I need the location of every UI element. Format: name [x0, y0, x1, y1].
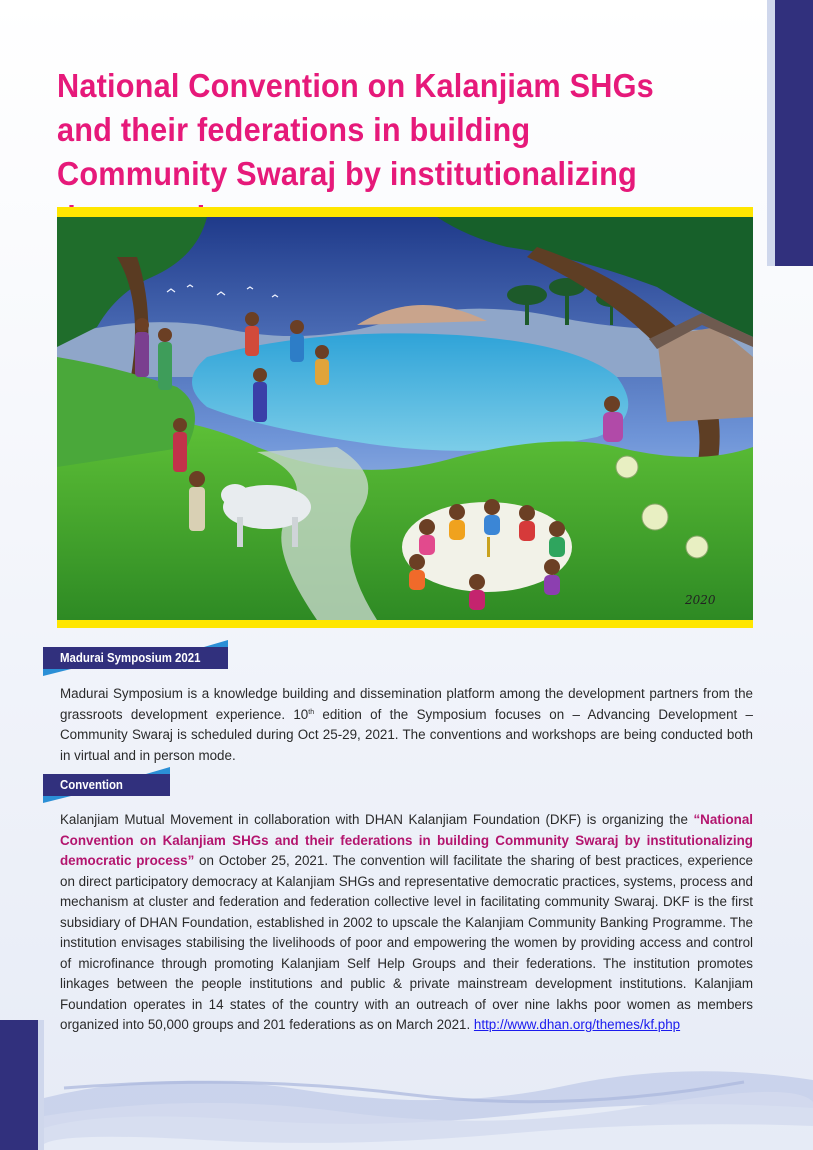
convention-title-highlight: “National Convention on Kalanjiam SHGs and their federations in building Community Swaraj by institutionalizing democratic process” [60, 812, 753, 868]
artist-signature: 2020 [685, 593, 716, 607]
page-title: National Convention on Kalanjiam SHGs and their federations in building Community Swaraj by institutionalizing [57, 67, 654, 192]
illustration-frame [57, 207, 753, 628]
left-edge-accent [38, 1020, 44, 1150]
section-tab-convention [43, 774, 170, 796]
section-heading: Madurai Symposium 2021 [60, 650, 201, 665]
right-edge-bar [775, 0, 813, 266]
section-tab-madurai-symposium [43, 647, 228, 669]
symposium-paragraph [60, 684, 753, 766]
right-edge-accent [767, 0, 775, 266]
paragraph-text: Kalanjiam Mutual Movement in collaboration with DHAN Kalanjiam Foundation (DKF) is organizing the [60, 812, 694, 827]
village-illustration [57, 217, 753, 620]
section-tab-accent [146, 767, 170, 774]
ordinal-suffix: th [308, 708, 315, 716]
left-edge-bar [0, 1020, 38, 1150]
convention-paragraph [60, 810, 753, 1036]
section-tab-accent [43, 669, 71, 676]
section-tab-accent [43, 796, 71, 803]
paragraph-text: Madurai Symposium is a knowledge building and dissemination platform among the development partners from the grassroots development experience. 10 [60, 686, 753, 722]
paragraph-text: on October 25, 2021. The convention will facilitate the sharing of best practices, experience on direct participatory democracy at Kalanjiam SHGs and representative democratic practices, systems, process and mechanism at cluster and federation and federation collective level in facilitating community Swaraj. DKF is the first subsidiary of DHAN Foundation, established in 2002 to upscale the Kalanjiam Community Banking Programme. The institution envisages stabilising the livelihoods of poor and empowering the women by providing access and control of microfinance through promoting Kalanjiam Self Help Groups and their federations. The institution promotes linkages between the people institutions and public & private mainstream development institutions. Kalanjiam Foundation operates in 14 states of the country with an outreach of over nine lakhs poor women as members organized into 50,000 groups and 201 federations as on March 2021. [60, 853, 753, 1032]
dhan-kf-link[interactable]: http://www.dhan.org/themes/kf.php [473, 1017, 681, 1032]
section-tab-accent [204, 640, 228, 647]
paragraph-text: edition of the Symposium focuses on – Advancing Development – Community Swaraj is scheduled during Oct 25-29, 2021. The conventions and workshops are being conducted both in virtual and in person mode. [60, 706, 753, 763]
decorative-waves [44, 1068, 813, 1150]
section-heading: Convention [60, 777, 123, 792]
